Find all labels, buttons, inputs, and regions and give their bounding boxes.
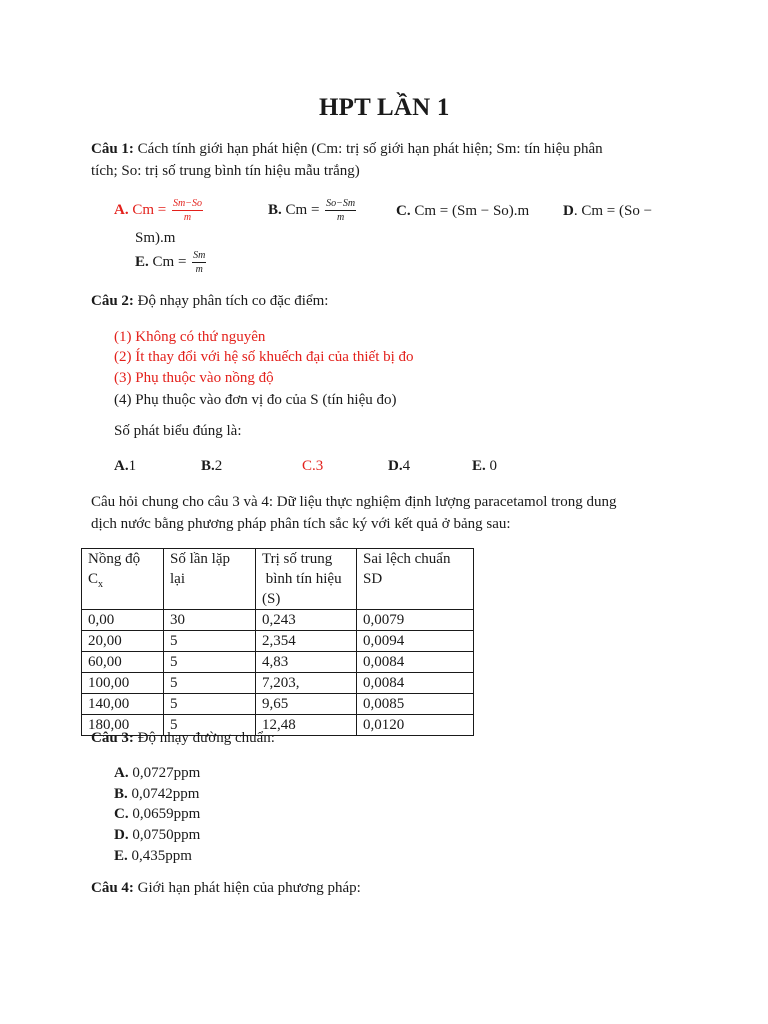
page-title: HPT LẦN 1	[319, 94, 450, 121]
shared-intro-line-2: dịch nước bằng phương pháp phân tích sắc ký với kết quả ở bảng sau:	[91, 516, 511, 532]
header-std-dev: Sai lệch chuẩn SD	[357, 549, 474, 610]
question-4-text: Giới hạn phát hiện của phương pháp:	[133, 880, 361, 896]
option-d-formula: . Cm = (So −	[573, 203, 653, 219]
q1-option-d[interactable]	[563, 203, 652, 220]
question-4	[91, 880, 361, 897]
question-3-label: Câu 3:	[91, 730, 134, 746]
option-letter: E.	[135, 253, 149, 270]
option-a-fraction: $\frac{Sm-So}{m}$	[172, 198, 202, 223]
q2-option-b[interactable]: B.2	[201, 458, 223, 474]
table-row: 20,00 5 2,354 0,0094	[82, 631, 474, 652]
option-c-formula: Cm = (Sm − So).m	[414, 203, 530, 219]
q1-option-d-continuation: Sm).m	[135, 230, 176, 246]
q3-option-d[interactable]: D. 0,0750ppm	[114, 827, 201, 843]
question-4-label: Câu 4:	[91, 880, 134, 896]
data-table	[81, 548, 474, 736]
q3-option-e[interactable]: E. 0,435ppm	[114, 848, 192, 864]
table-row: 60,00 5 4,83 0,0084	[82, 652, 474, 673]
header-concentration: Nồng độ $C_x$	[82, 549, 164, 610]
option-e-formula: Cm =	[152, 253, 191, 270]
q1-option-a[interactable]	[114, 198, 203, 223]
question-2	[91, 293, 328, 310]
question-1-text: Cách tính giới hạn phát hiện (Cm: trị số giới hạn phát hiện; Sm: tín hiệu phân	[133, 141, 603, 157]
statement-3: (3) Phụ thuộc vào nồng độ	[114, 370, 274, 386]
q1-option-c[interactable]	[396, 203, 529, 220]
shared-intro-line-1: Câu hỏi chung cho câu 3 và 4: Dữ liệu thực nghiệm định lượng paracetamol trong dung	[91, 494, 617, 510]
question-1-line-2: tích; So: trị số trung bình tín hiệu mẫu trắng)	[91, 163, 360, 179]
table-row: 0,00 30 0,243 0,0079	[82, 610, 474, 631]
option-e-fraction: $\frac{Sm}{m}$	[193, 250, 206, 275]
statement-2: (2) Ít thay đổi với hệ số khuếch đại của thiết bị đo	[114, 349, 414, 365]
option-b-fraction: $\frac{So-Sm}{m}$	[326, 198, 356, 223]
question-3	[91, 730, 275, 747]
statement-4: (4) Phụ thuộc vào đơn vị đo của S (tín hiệu đo)	[114, 392, 397, 408]
option-a-formula: Cm =	[132, 201, 170, 218]
option-letter: C.	[396, 203, 411, 219]
table-header-row	[82, 549, 474, 610]
question-2-label: Câu 2:	[91, 293, 134, 309]
q1-option-b[interactable]	[268, 198, 356, 223]
option-b-formula: Cm =	[285, 201, 324, 218]
table-row: 140,00 5 9,65 0,0085	[82, 694, 474, 715]
q2-option-e[interactable]: E. 0	[472, 458, 498, 474]
option-letter: A.	[114, 201, 129, 218]
header-mean-signal: Trị số trung bình tín hiệu (S)	[256, 549, 357, 610]
question-2-prompt: Số phát biểu đúng là:	[114, 423, 242, 439]
question-2-text: Độ nhạy phân tích co đặc điểm:	[133, 293, 329, 309]
table-row: 100,00 5 7,203, 0,0084	[82, 673, 474, 694]
option-letter: B.	[268, 201, 282, 218]
header-repetitions: Số lần lặp lại	[164, 549, 256, 610]
question-1-line-1	[91, 141, 603, 158]
q2-option-a[interactable]: A.1	[114, 458, 137, 474]
question-3-text: Độ nhạy đường chuẩn:	[133, 730, 275, 746]
q2-option-c[interactable]: C.3	[302, 458, 324, 474]
option-letter: D	[563, 203, 574, 219]
table-row: 180,00 5 12,48 0,0120	[82, 715, 474, 736]
q3-option-c[interactable]: C. 0,0659ppm	[114, 806, 201, 822]
q2-option-d[interactable]: D.4	[388, 458, 411, 474]
q3-option-a[interactable]: A. 0,0727ppm	[114, 765, 201, 781]
question-1-label: Câu 1:	[91, 141, 134, 157]
q1-option-e[interactable]	[135, 250, 206, 275]
statement-1: (1) Không có thứ nguyên	[114, 329, 266, 345]
q3-option-b[interactable]: B. 0,0742ppm	[114, 786, 200, 802]
